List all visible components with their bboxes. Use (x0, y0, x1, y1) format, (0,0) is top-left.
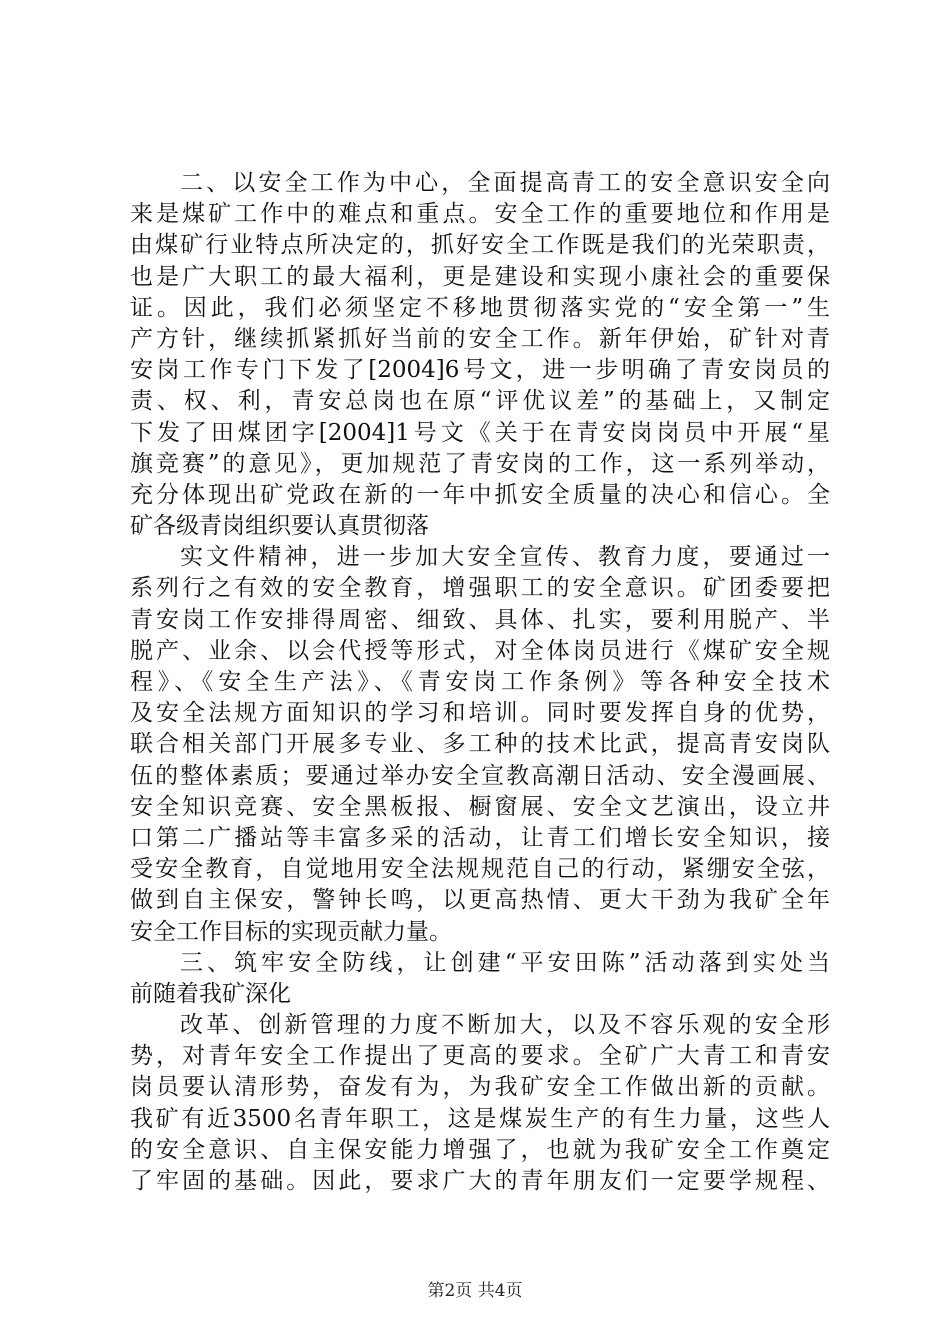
paragraph-line: 矿各级青岗组织要认真贯彻落 (130, 513, 429, 540)
paragraph-line: 产方针，继续抓紧抓好当前的安全工作。新年伊始，矿针对青 (130, 325, 830, 352)
paragraph-line: 责、权、利，青安总岗也在原“评优议差”的基础上，又制定 (130, 388, 830, 415)
paragraph-line: 及安全法规方面知识的学习和培训。同时要发挥自身的优势， (130, 700, 830, 727)
paragraph-line: 势，对青年安全工作提出了更高的要求。全矿广大青工和青安 (130, 1043, 830, 1070)
paragraph-line: 安岗工作专门下发了[2004]6号文，进一步明确了青安岗员的 (130, 357, 830, 384)
paragraph-line: 伍的整体素质；要通过举办安全宣教高潮日活动、安全漫画展、 (130, 762, 830, 789)
paragraph-line: 下发了田煤团字[2004]1号文《关于在青安岗岗员中开展“星 (130, 419, 830, 446)
paragraph-line: 口第二广播站等丰富多采的活动，让青工们增长安全知识，接 (130, 824, 830, 851)
paragraph-line: 程》、《安全生产法》、《青安岗工作条例》等各种安全技术 (130, 669, 830, 695)
paragraph-line: 实文件精神，进一步加大安全宣传、教育力度，要通过一 (180, 544, 830, 571)
paragraph-line: 安全工作目标的实现贡献力量。 (130, 918, 452, 945)
section-heading-line: 三、筑牢安全防线，让创建“平安田陈”活动落到实处当 (180, 949, 830, 976)
paragraph-line: 旗竞赛”的意见》，更加规范了青安岗的工作，这一系列举动， (130, 450, 830, 477)
paragraph-line: 做到自主保安，警钟长鸣，以更高热情、更大干劲为我矿全年 (130, 887, 830, 914)
paragraph-line: 充分体现出矿党政在新的一年中抓安全质量的决心和信心。全 (130, 481, 830, 508)
document-body (130, 168, 830, 1197)
paragraph-line: 来是煤矿工作中的难点和重点。安全工作的重要地位和作用是 (130, 201, 830, 228)
paragraph-line: 安全知识竞赛、安全黑板报、橱窗展、安全文艺演出，设立井 (130, 793, 830, 820)
paragraph-line: 我矿有近3500名青年职工，这是煤炭生产的有生力量，这些人 (130, 1105, 830, 1132)
paragraph-line: 青安岗工作安排得周密、细致、具体、扎实，要利用脱产、半 (130, 606, 830, 633)
section-heading-line: 前随着我矿深化 (130, 980, 291, 1007)
paragraph-line: 联合相关部门开展多专业、多工种的技术比武，提高青安岗队 (130, 731, 830, 758)
paragraph-line: 系列行之有效的安全教育，增强职工的安全意识。矿团委要把 (130, 575, 830, 602)
paragraph-line: 受安全教育，自觉地用安全法规规范自己的行动，紧绷安全弦， (130, 856, 830, 883)
paragraph-line: 了牢固的基础。因此，要求广大的青年朋友们一定要学规程、 (130, 1168, 830, 1194)
page-number-footer: 第2页 共4页 (427, 1281, 523, 1301)
paragraph-line: 改革、创新管理的力度不断加大，以及不容乐观的安全形 (180, 1012, 830, 1039)
paragraph-line: 证。因此，我们必须坚定不移地贯彻落实党的“安全第一”生 (130, 294, 830, 321)
paragraph-line: 也是广大职工的最大福利，更是建设和实现小康社会的重要保 (130, 263, 830, 290)
paragraph-line: 岗员要认清形势，奋发有为，为我矿安全工作做出新的贡献。 (130, 1074, 830, 1101)
paragraph-line: 的安全意识、自主保安能力增强了，也就为我矿安全工作奠定 (130, 1136, 830, 1163)
paragraph-line: 由煤矿行业特点所决定的，抓好安全工作既是我们的光荣职责， (130, 232, 830, 259)
paragraph-line: 脱产、业余、以会代授等形式，对全体岗员进行《煤矿安全规 (130, 637, 830, 664)
paragraph-line: 二、以安全工作为中心，全面提高青工的安全意识安全向 (180, 170, 830, 196)
